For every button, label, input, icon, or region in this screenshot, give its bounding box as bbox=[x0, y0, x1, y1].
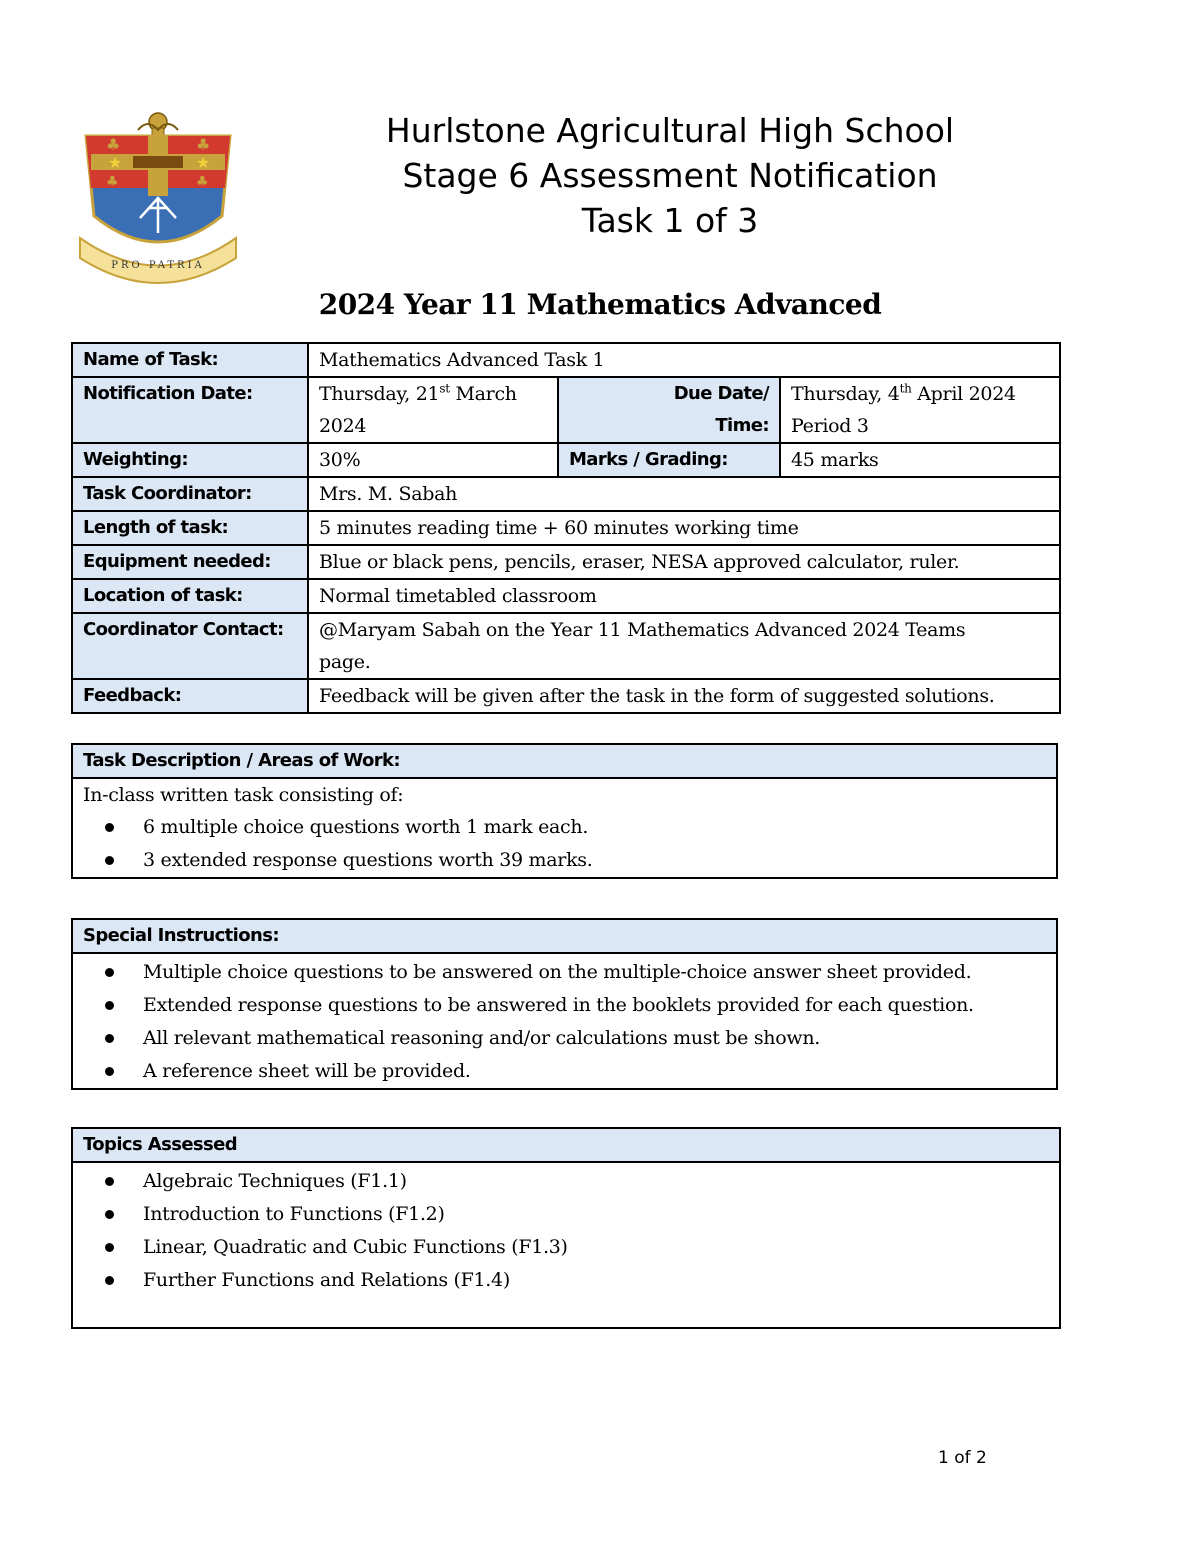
length-value: 5 minutes reading time + 60 minutes working time bbox=[308, 511, 1060, 545]
length-label: Length of task: bbox=[72, 511, 308, 545]
svg-text:♣: ♣ bbox=[196, 174, 209, 190]
task-description-box bbox=[71, 743, 1058, 879]
svg-text:♣: ♣ bbox=[196, 135, 211, 154]
equipment-value: Blue or black pens, pencils, eraser, NESA approved calculator, ruler. bbox=[308, 545, 1060, 579]
marks-label: Marks / Grading: bbox=[558, 443, 780, 477]
coordinator-contact-label: Coordinator Contact: bbox=[72, 613, 308, 679]
topics-assessed-title: Topics Assessed bbox=[72, 1128, 1060, 1162]
list-item: Algebraic Techniques (F1.1) bbox=[143, 1165, 1049, 1198]
coordinator-contact-value: @Maryam Sabah on the Year 11 Mathematics Advanced 2024 Teams page. bbox=[308, 613, 1060, 679]
page-heading bbox=[330, 108, 1010, 243]
course-title: 2024 Year 11 Mathematics Advanced bbox=[318, 288, 882, 321]
name-of-task-label: Name of Task: bbox=[72, 343, 308, 377]
location-label: Location of task: bbox=[72, 579, 308, 613]
special-instructions-title: Special Instructions: bbox=[72, 919, 1057, 953]
topics-assessed-box bbox=[71, 1127, 1061, 1329]
list-item: All relevant mathematical reasoning and/or calculations must be shown. bbox=[143, 1022, 1046, 1055]
svg-text:★: ★ bbox=[108, 153, 123, 172]
task-description-title: Task Description / Areas of Work: bbox=[72, 744, 1057, 778]
crest-motto: PRO PATRIA bbox=[111, 260, 205, 271]
weighting-value: 30% bbox=[308, 443, 558, 477]
weighting-label: Weighting: bbox=[72, 443, 308, 477]
svg-text:♣: ♣ bbox=[106, 174, 119, 190]
task-info-table bbox=[71, 342, 1061, 714]
name-of-task-value: Mathematics Advanced Task 1 bbox=[308, 343, 1060, 377]
list-item: 3 extended response questions worth 39 marks. bbox=[143, 844, 1046, 877]
task-coordinator-value: Mrs. M. Sabah bbox=[308, 477, 1060, 511]
svg-text:★: ★ bbox=[196, 153, 211, 172]
task-description-intro: In-class written task consisting of: bbox=[83, 784, 404, 806]
equipment-label: Equipment needed: bbox=[72, 545, 308, 579]
location-value: Normal timetabled classroom bbox=[308, 579, 1060, 613]
due-date-value: Thursday, 4th April 2024 Period 3 bbox=[780, 377, 1060, 443]
list-item: Further Functions and Relations (F1.4) bbox=[143, 1264, 1049, 1297]
feedback-value: Feedback will be given after the task in the form of suggested solutions. bbox=[308, 679, 1060, 713]
list-item: Introduction to Functions (F1.2) bbox=[143, 1198, 1049, 1231]
school-name: Hurlstone Agricultural High School bbox=[385, 111, 955, 150]
task-description-list bbox=[83, 811, 1046, 877]
notification-date-value: Thursday, 21st March 2024 bbox=[308, 377, 558, 443]
topics-assessed-list bbox=[83, 1165, 1049, 1297]
notification-date-label: Notification Date: bbox=[72, 377, 308, 443]
special-instructions-list bbox=[83, 956, 1046, 1088]
school-crest-logo bbox=[78, 108, 238, 288]
special-instructions-box bbox=[71, 918, 1058, 1090]
list-item: Linear, Quadratic and Cubic Functions (F1.3) bbox=[143, 1231, 1049, 1264]
notification-title: Stage 6 Assessment Notification bbox=[402, 156, 938, 195]
list-item: 6 multiple choice questions worth 1 mark each. bbox=[143, 811, 1046, 844]
list-item: Multiple choice questions to be answered on the multiple-choice answer sheet provided. bbox=[143, 956, 1046, 989]
list-item: Extended response questions to be answered in the booklets provided for each question. bbox=[143, 989, 1046, 1022]
page-number: 1 of 2 bbox=[938, 1448, 987, 1468]
task-number: Task 1 of 3 bbox=[581, 201, 759, 240]
list-item: A reference sheet will be provided. bbox=[143, 1055, 1046, 1088]
due-date-label: Due Date/ Time: bbox=[558, 377, 780, 443]
feedback-label: Feedback: bbox=[72, 679, 308, 713]
marks-value: 45 marks bbox=[780, 443, 1060, 477]
task-coordinator-label: Task Coordinator: bbox=[72, 477, 308, 511]
svg-text:♣: ♣ bbox=[106, 135, 121, 154]
